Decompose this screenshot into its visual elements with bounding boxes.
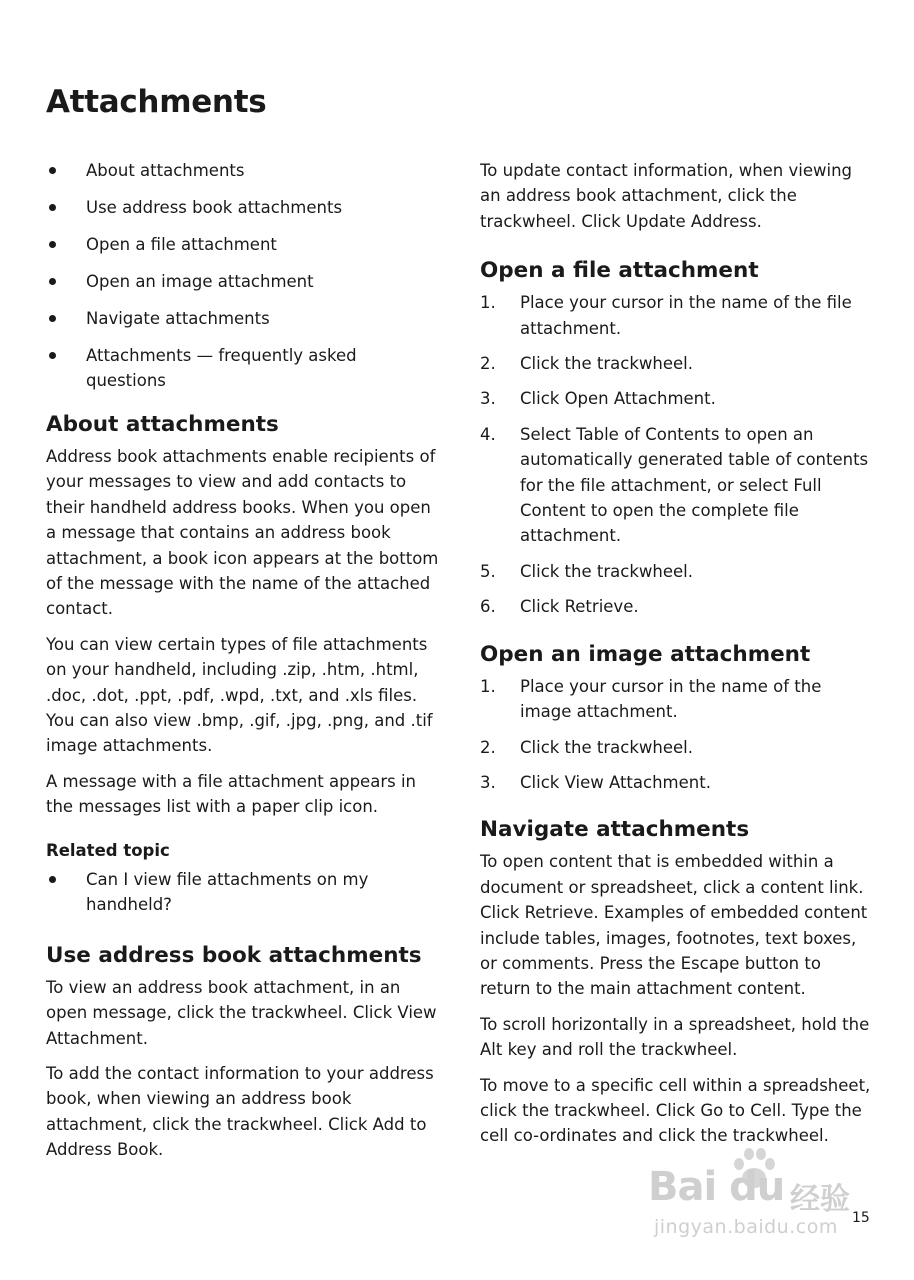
paragraph: Address book attachments enable recipients of your messages to view and add contacts to their handheld address books. When you open a message that contains an address book attachment, a book icon appears at the bottom of the message with the name of the attached contact. — [46, 447, 439, 619]
step-item: 2. Click the trackwheel. — [480, 354, 693, 374]
paragraph: To open content that is embedded within a document or spreadsheet, click a content link. Click Retrieve. Examples of embedded content include tables, images, footnotes, text boxes, or comments. Press the Escape button to return to the main attachment content. — [480, 852, 868, 999]
topic-link[interactable]: About attachments — [46, 158, 441, 183]
watermark-logo: Bai du — [648, 1164, 785, 1210]
section-heading: Navigate attachments — [480, 817, 750, 843]
paragraph: To scroll horizontally in a spreadsheet, hold the Alt key and roll the trackwheel. — [480, 1014, 870, 1060]
ui-command: Retrieve — [524, 903, 594, 923]
topic-list — [46, 158, 441, 393]
ui-command: Go to Cell — [700, 1100, 782, 1120]
topic-link[interactable]: Open an image attachment — [46, 269, 441, 294]
step-item: 3. Click View Attachment. — [480, 772, 711, 792]
ui-command: Escape — [680, 953, 740, 973]
paragraph: To view an address book attachment, in an open message, click the trackwheel. Click View Attachment. — [46, 977, 437, 1048]
step-item: 2. Click the trackwheel. — [480, 737, 693, 757]
file-attachment-steps — [480, 290, 872, 619]
step-item: 1. Place your cursor in the name of the image attachment. — [480, 676, 822, 722]
related-topic-link[interactable]: Can I view file attachments on my handheld? — [46, 867, 441, 917]
right-column — [480, 158, 872, 1159]
topic-link[interactable]: Attachments — frequently asked questions — [46, 343, 441, 393]
watermark-label: 经验 — [790, 1182, 850, 1217]
watermark — [648, 1150, 863, 1246]
image-attachment-steps — [480, 674, 872, 796]
topic-link[interactable]: Open a file attachment — [46, 232, 441, 257]
topic-link[interactable]: Navigate attachments — [46, 306, 441, 331]
related-topic-list — [46, 867, 441, 917]
step-item: 6. Click Retrieve. — [480, 597, 639, 617]
ui-command: View Attachment — [564, 772, 706, 792]
ui-command: Add to Address Book — [46, 1114, 427, 1160]
ui-command: Retrieve — [564, 597, 634, 617]
ui-command: Open Attachment — [564, 389, 711, 409]
paragraph: To move to a specific cell within a spreadsheet, click the trackwheel. Click Go to Cell. Type the cell co-ordinates and click the trackwheel. — [480, 1075, 871, 1146]
page-title: Attachments — [46, 84, 267, 120]
section-heading: About attachments — [46, 412, 279, 437]
ui-command: Table of Contents — [576, 424, 720, 444]
step-item: 4. Select Table of Contents to open an automatically generated table of contents for the file attachment, or select Full Content to open the complete file attachment. — [480, 424, 869, 546]
section-heading: Use address book attachments — [46, 942, 422, 968]
paragraph: To update contact information, when viewing an address book attachment, click the trackwheel. Click Update Address. — [480, 161, 853, 231]
paragraph: You can view certain types of file attachments on your handheld, including .zip, .htm, .html, .doc, .dot, .ppt, .pdf, .wpd, .txt, and .xls files. You can also view .bmp, .gif, .jpg, .png, and .tif image attachments. — [46, 634, 433, 756]
ui-command: Full Content — [520, 475, 822, 521]
ui-command: View Attachment — [46, 1003, 437, 1048]
section-heading: Open a file attachment — [480, 258, 759, 284]
ui-command: Update Address — [625, 211, 757, 231]
left-column — [46, 158, 441, 1173]
paragraph: To add the contact information to your address book, when viewing an address book attachment, click the trackwheel. Click Add to Address Book. — [46, 1063, 434, 1160]
topic-link[interactable]: Use address book attachments — [46, 195, 441, 220]
section-heading: Open an image attachment — [480, 641, 811, 667]
watermark-url: jingyan.baidu.com — [654, 1216, 838, 1238]
paragraph: A message with a file attachment appears in the messages list with a paper clip icon. — [46, 771, 416, 817]
related-topic-heading: Related topic — [46, 840, 170, 860]
step-item: 5. Click the trackwheel. — [480, 561, 693, 581]
ui-command: Alt — [480, 1040, 503, 1060]
page-number: 15 — [852, 1210, 870, 1226]
step-item: 1. Place your cursor in the name of the file attachment. — [480, 293, 852, 338]
step-item: 3. Click Open Attachment. — [480, 389, 716, 409]
